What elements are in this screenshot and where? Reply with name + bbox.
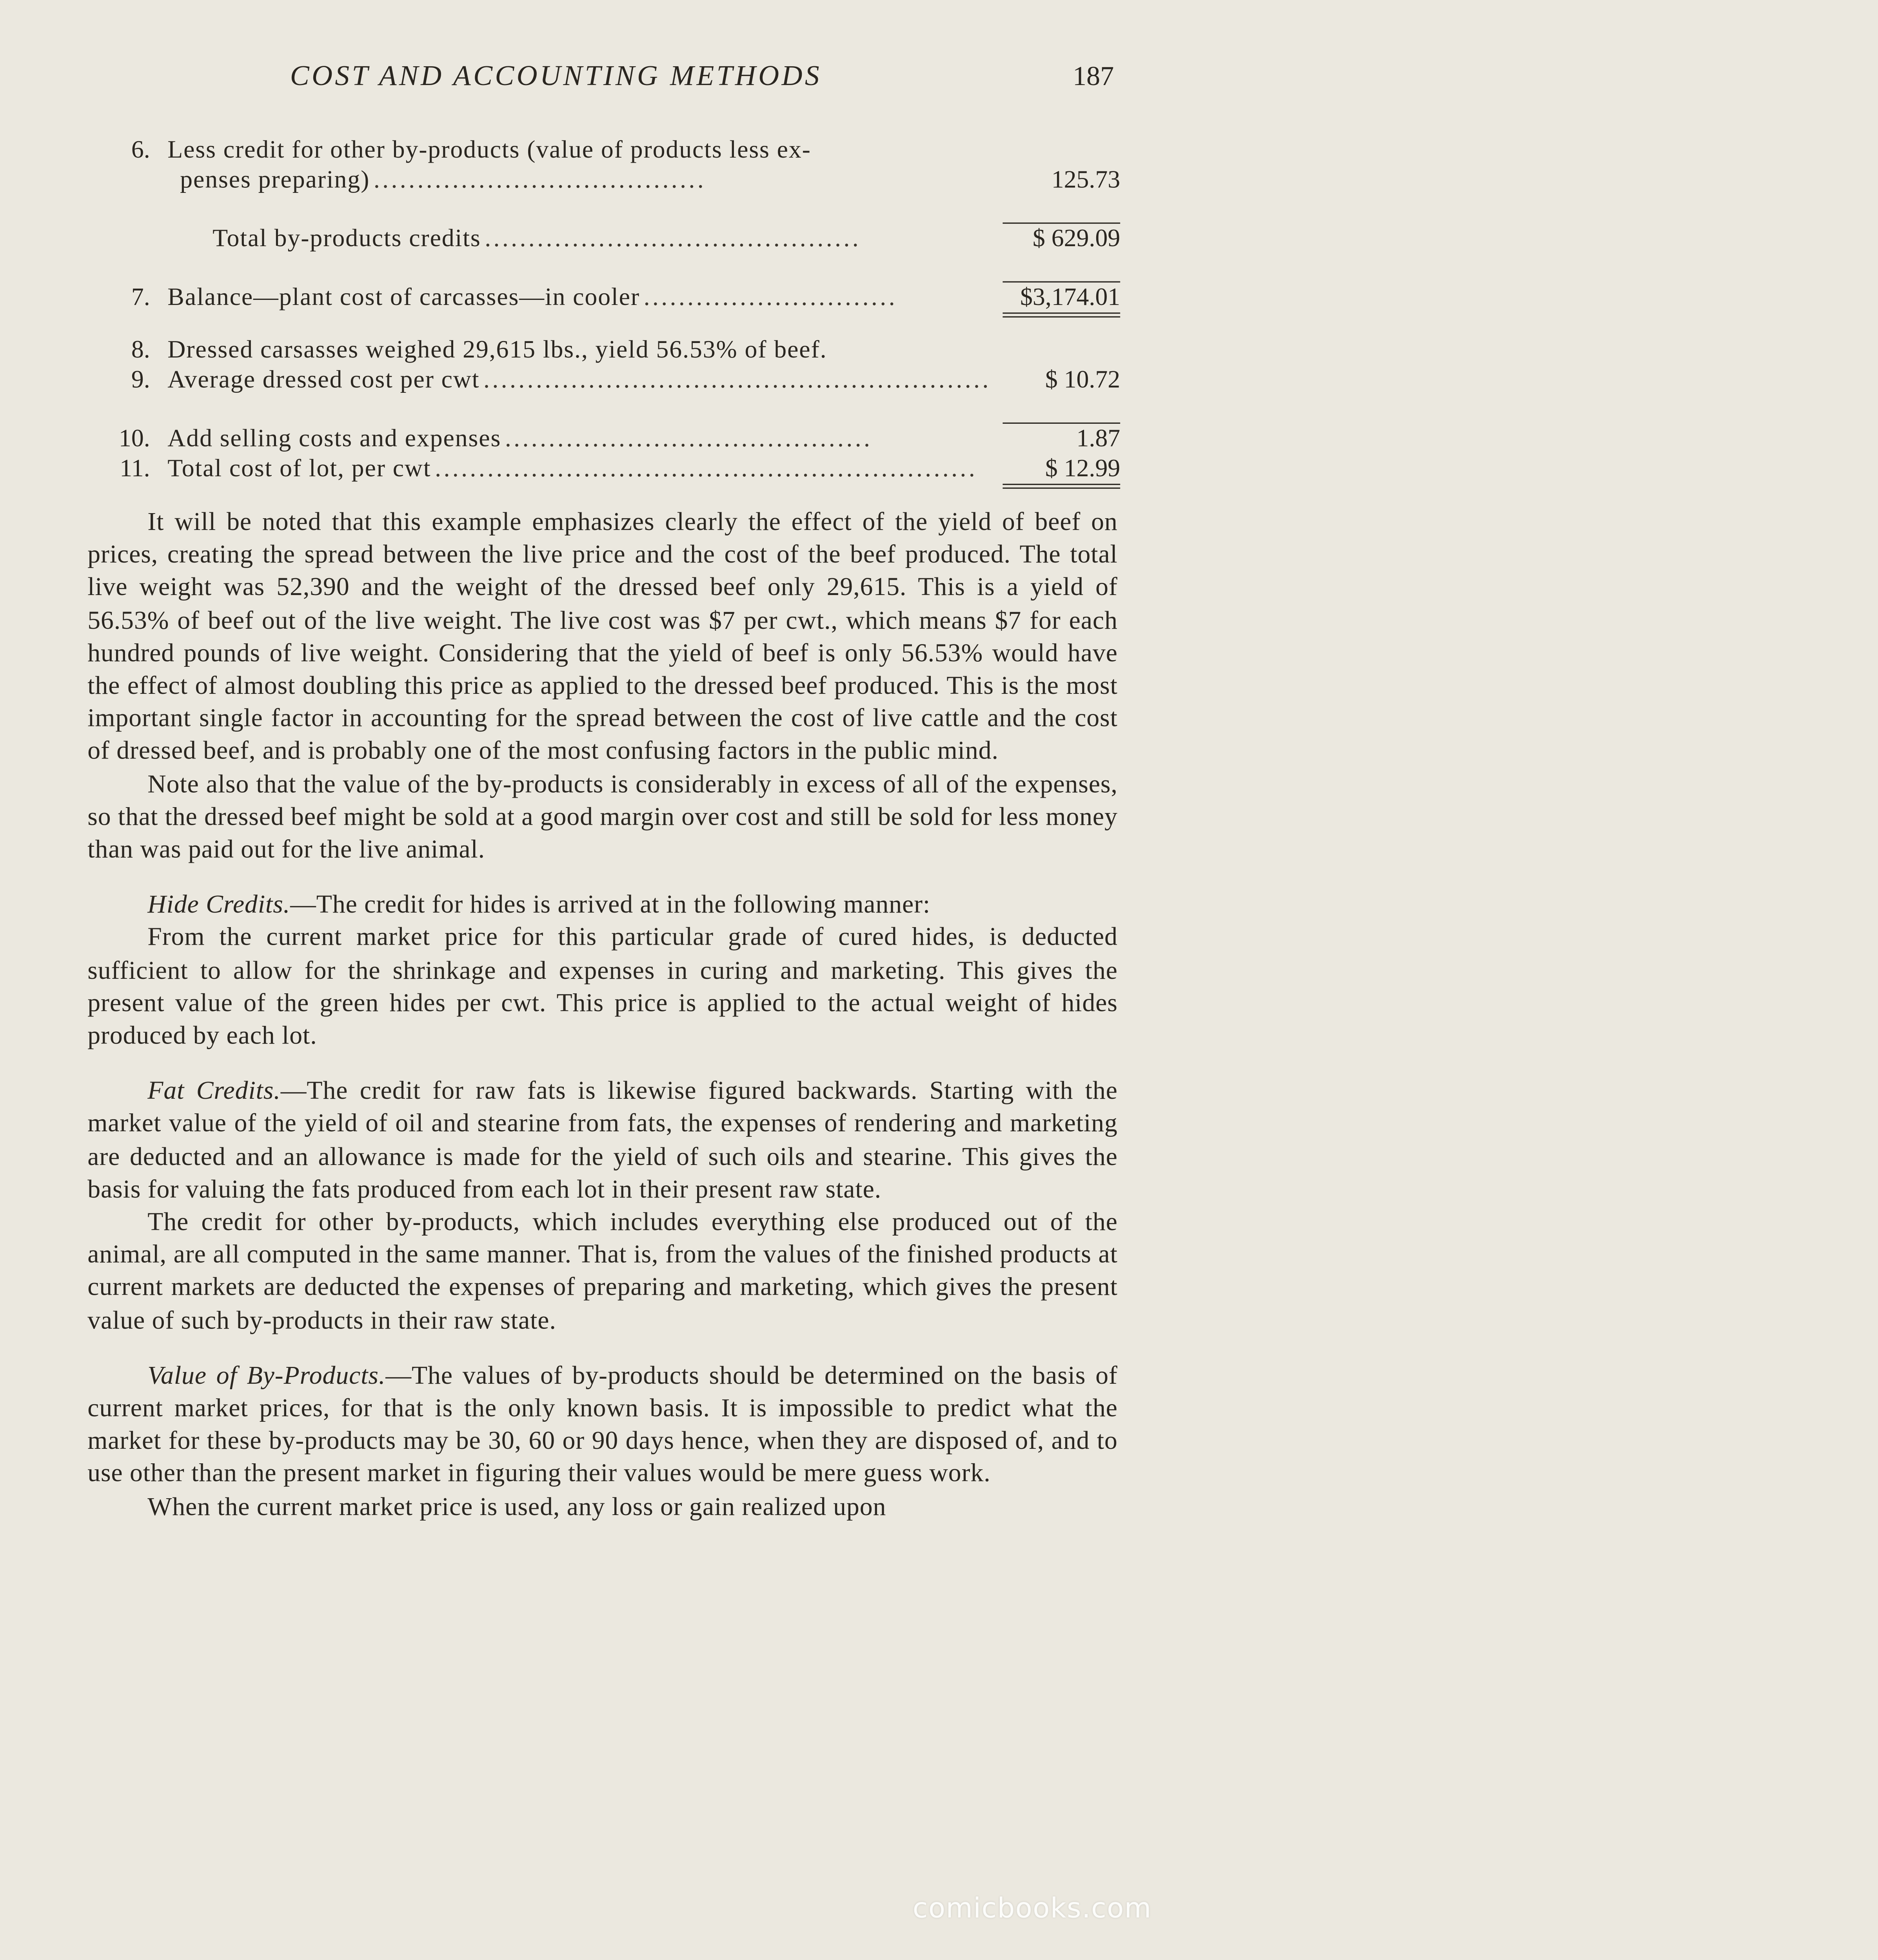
section-heading-hide-credits: Hide Credits. <box>147 891 291 919</box>
leader-dots: ...................................... <box>373 166 707 194</box>
total-amount: $ 629.09 <box>1003 223 1120 254</box>
item-number: 11. <box>120 455 150 483</box>
ledger-total-byproducts <box>85 223 1120 254</box>
item-number: 7. <box>131 283 150 312</box>
watermark: comicbooks.com <box>912 1893 1152 1925</box>
section-heading-fat-credits: Fat Credits. <box>147 1078 281 1105</box>
item-label: Balance—plant cost of carcasses—in cooler <box>167 284 643 311</box>
paragraph-other-byproducts: The credit for other by-products, which includes everything else produced out of the animal, are all computed in the same manner. That is, from the values of the finished products at current markets are deducted the expenses of preparing and marketing, which gives the present value of such by-products in their raw state. <box>87 1209 1118 1335</box>
body-text <box>87 506 1118 1523</box>
leader-dots: .......................................................... <box>483 366 991 394</box>
section-heading-value-byproducts: Value of By-Products. <box>147 1362 386 1390</box>
item-label: Total cost of lot, per cwt <box>167 455 435 483</box>
ledger-item-10 <box>85 423 1120 454</box>
ledger-item-7 <box>85 281 1120 317</box>
item-number: 10. <box>118 425 150 453</box>
leader-dots: ............................. <box>643 283 897 312</box>
page-header <box>0 60 1231 98</box>
ledger-item-11 <box>85 454 1120 489</box>
leader-dots: ........................................... <box>485 225 861 253</box>
paragraph-hide-credits: Hide Credits.—The credit for hides is arrived at in the following manner: <box>147 891 931 919</box>
total-label: Total by-products credits <box>213 225 485 252</box>
ledger-item-6 <box>85 135 1120 165</box>
item-amount: 125.73 <box>1051 166 1121 194</box>
leader-dots: .......................................... <box>505 425 873 453</box>
running-head: COST AND ACCOUNTING METHODS <box>290 60 822 91</box>
paragraph-byproduct-value: Note also that the value of the by-products is considerably in excess of all of the expenses, so that the dressed beef might be sold at a good margin over cost and still be sold for less money than was paid out for the live animal. <box>87 771 1118 864</box>
item-amount: $ 12.99 <box>1003 454 1120 489</box>
item-number: 9. <box>131 366 150 394</box>
ledger-item-8 <box>85 335 1120 365</box>
item-amount: 1.87 <box>1003 423 1120 454</box>
item-amount: $3,174.01 <box>1003 281 1120 317</box>
item-label: Less credit for other by-products (value of products less ex- <box>167 136 815 164</box>
paragraph-fat-credits: Fat Credits.—The credit for raw fats is likewise figured backwards. Starting with the market value of the yield of oil and stearine from fats, the expenses of rendering and marketing are deducted and an allowance is made for the yield of such oils and stearine. This gives the basis for valuing the fats produced from each lot in their present raw state. <box>87 1078 1118 1204</box>
leader-dots: .............................................................. <box>435 455 978 483</box>
item-amount: $ 10.72 <box>1045 366 1121 394</box>
paragraph-yield-effect: It will be noted that this example emphasizes clearly the effect of the yield of beef on prices, creating the spread between the live price and the cost of the beef produced. The total live weight was 52,390 and the weight of the dressed beef only 29,615. This is a yield of 56.53% of beef out of the live weight. The live cost was $7 per cwt., which means $7 for each hundred pounds of live weight. Considering that the yield of beef is only 56.53% would have the effect of almost doubling this price as applied to the dressed beef produced. This is the most important single factor in accounting for the spread between the cost of live cattle and the cost of dressed beef, and is probably one of the most confusing factors in the public mind. <box>87 508 1118 766</box>
ledger-item-9 <box>85 365 1120 395</box>
item-number: 6. <box>131 136 150 164</box>
page-number: 187 <box>1072 60 1114 91</box>
paragraph-hide-method: From the current market price for this particular grade of cured hides, is deducted sufficient to allow for the shrinkage and expenses in curing and marketing. This gives the present value of the green hides per cwt. This price is applied to the actual weight of hides produced by each lot. <box>87 924 1118 1050</box>
ledger-item-6-continued <box>85 165 1120 195</box>
item-label: Add selling costs and expenses <box>167 425 505 452</box>
cost-ledger <box>85 135 1120 488</box>
item-number: 8. <box>131 336 150 364</box>
item-label: Average dressed cost per cwt <box>167 366 483 394</box>
paragraph-current-market: When the current market price is used, any loss or gain realized upon <box>147 1493 886 1521</box>
item-label-continued: penses preparing) <box>180 166 374 194</box>
paragraph-value-byproducts: Value of By-Products.—The values of by-products should be determined on the basis of current market prices, for that is the only known basis. It is impossible to predict what the market for these by-products may be 30, 60 or 90 days hence, when they are disposed of, and to use other than the present market in figuring their values would be mere guess work. <box>87 1362 1118 1488</box>
item-label: Dressed carsasses weighed 29,615 lbs., yield 56.53% of beef. <box>167 336 831 364</box>
